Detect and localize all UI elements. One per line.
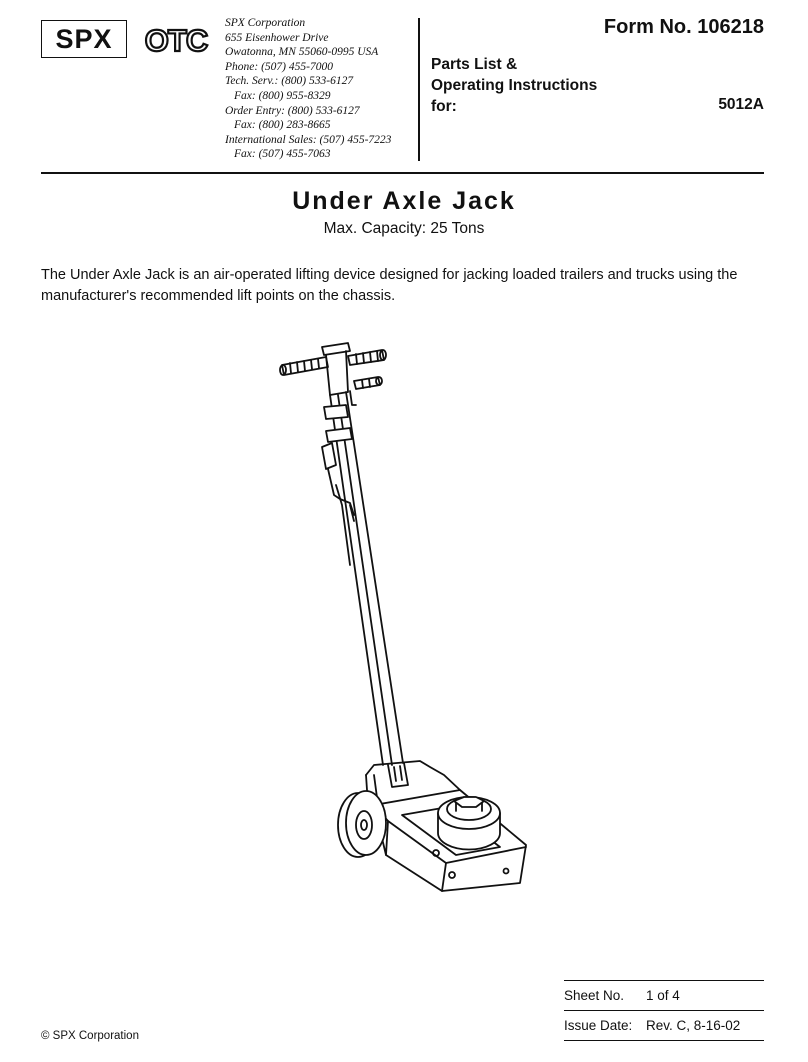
otc-logo (136, 20, 216, 58)
form-number: Form No. 106218 (603, 16, 764, 38)
jack-wheel (338, 791, 386, 857)
sheet-number-value: 1 of 4 (646, 988, 680, 1003)
sheet-number-label: Sheet No. (564, 988, 625, 1003)
issue-date-value: Rev. C, 8-16-02 (646, 1018, 741, 1033)
document-kind-line: Operating Instructions (431, 77, 598, 94)
tech-service: Tech. Serv.: (800) 533-6127 (225, 75, 354, 88)
order-entry: Order Entry: (800) 533-6127 (225, 104, 360, 117)
sheet-info-table (564, 980, 764, 1041)
street-address: 655 Eisenhower Drive (225, 31, 329, 44)
issue-date-row (564, 1010, 764, 1041)
contact-block (225, 16, 391, 162)
order-fax: Fax: (800) 283-8665 (234, 119, 331, 132)
under-axle-jack-illustration (270, 335, 540, 900)
phone: Phone: (507) 455-7000 (225, 60, 333, 73)
model-number: 5012A (718, 96, 764, 113)
sheet-number-row (564, 980, 764, 1010)
intro-paragraph: The Under Axle Jack is an air-operated lifting device designed for jacking loaded trailers and trucks using the manufacturer's recommended lift points on the chassis. (41, 267, 738, 304)
page-subtitle: Max. Capacity: 25 Tons (323, 220, 485, 237)
otc-logo-text: OTC (144, 23, 208, 58)
lift-cylinder (438, 797, 500, 850)
spx-logo-text: SPX (55, 23, 113, 54)
document-kind-line: for: (431, 98, 457, 115)
document-kind (431, 54, 597, 117)
city-address: Owatonna, MN 55060-0995 USA (225, 46, 379, 59)
spx-logo (41, 20, 127, 58)
header-divider-vertical (418, 18, 420, 161)
document-kind-line: Parts List & (431, 56, 518, 73)
header-divider (41, 172, 764, 174)
international-fax: Fax: (507) 455-7063 (234, 148, 331, 161)
international-sales: International Sales: (507) 455-7223 (225, 133, 392, 146)
tech-fax: Fax: (800) 955-8329 (234, 89, 331, 102)
company-name: SPX Corporation (225, 17, 306, 29)
handle-shaft (322, 392, 403, 765)
page-title: Under Axle Jack (292, 187, 516, 215)
issue-date-label: Issue Date: (564, 1018, 633, 1033)
copyright-notice: © SPX Corporation (41, 1030, 139, 1042)
handle-grips (280, 350, 386, 389)
